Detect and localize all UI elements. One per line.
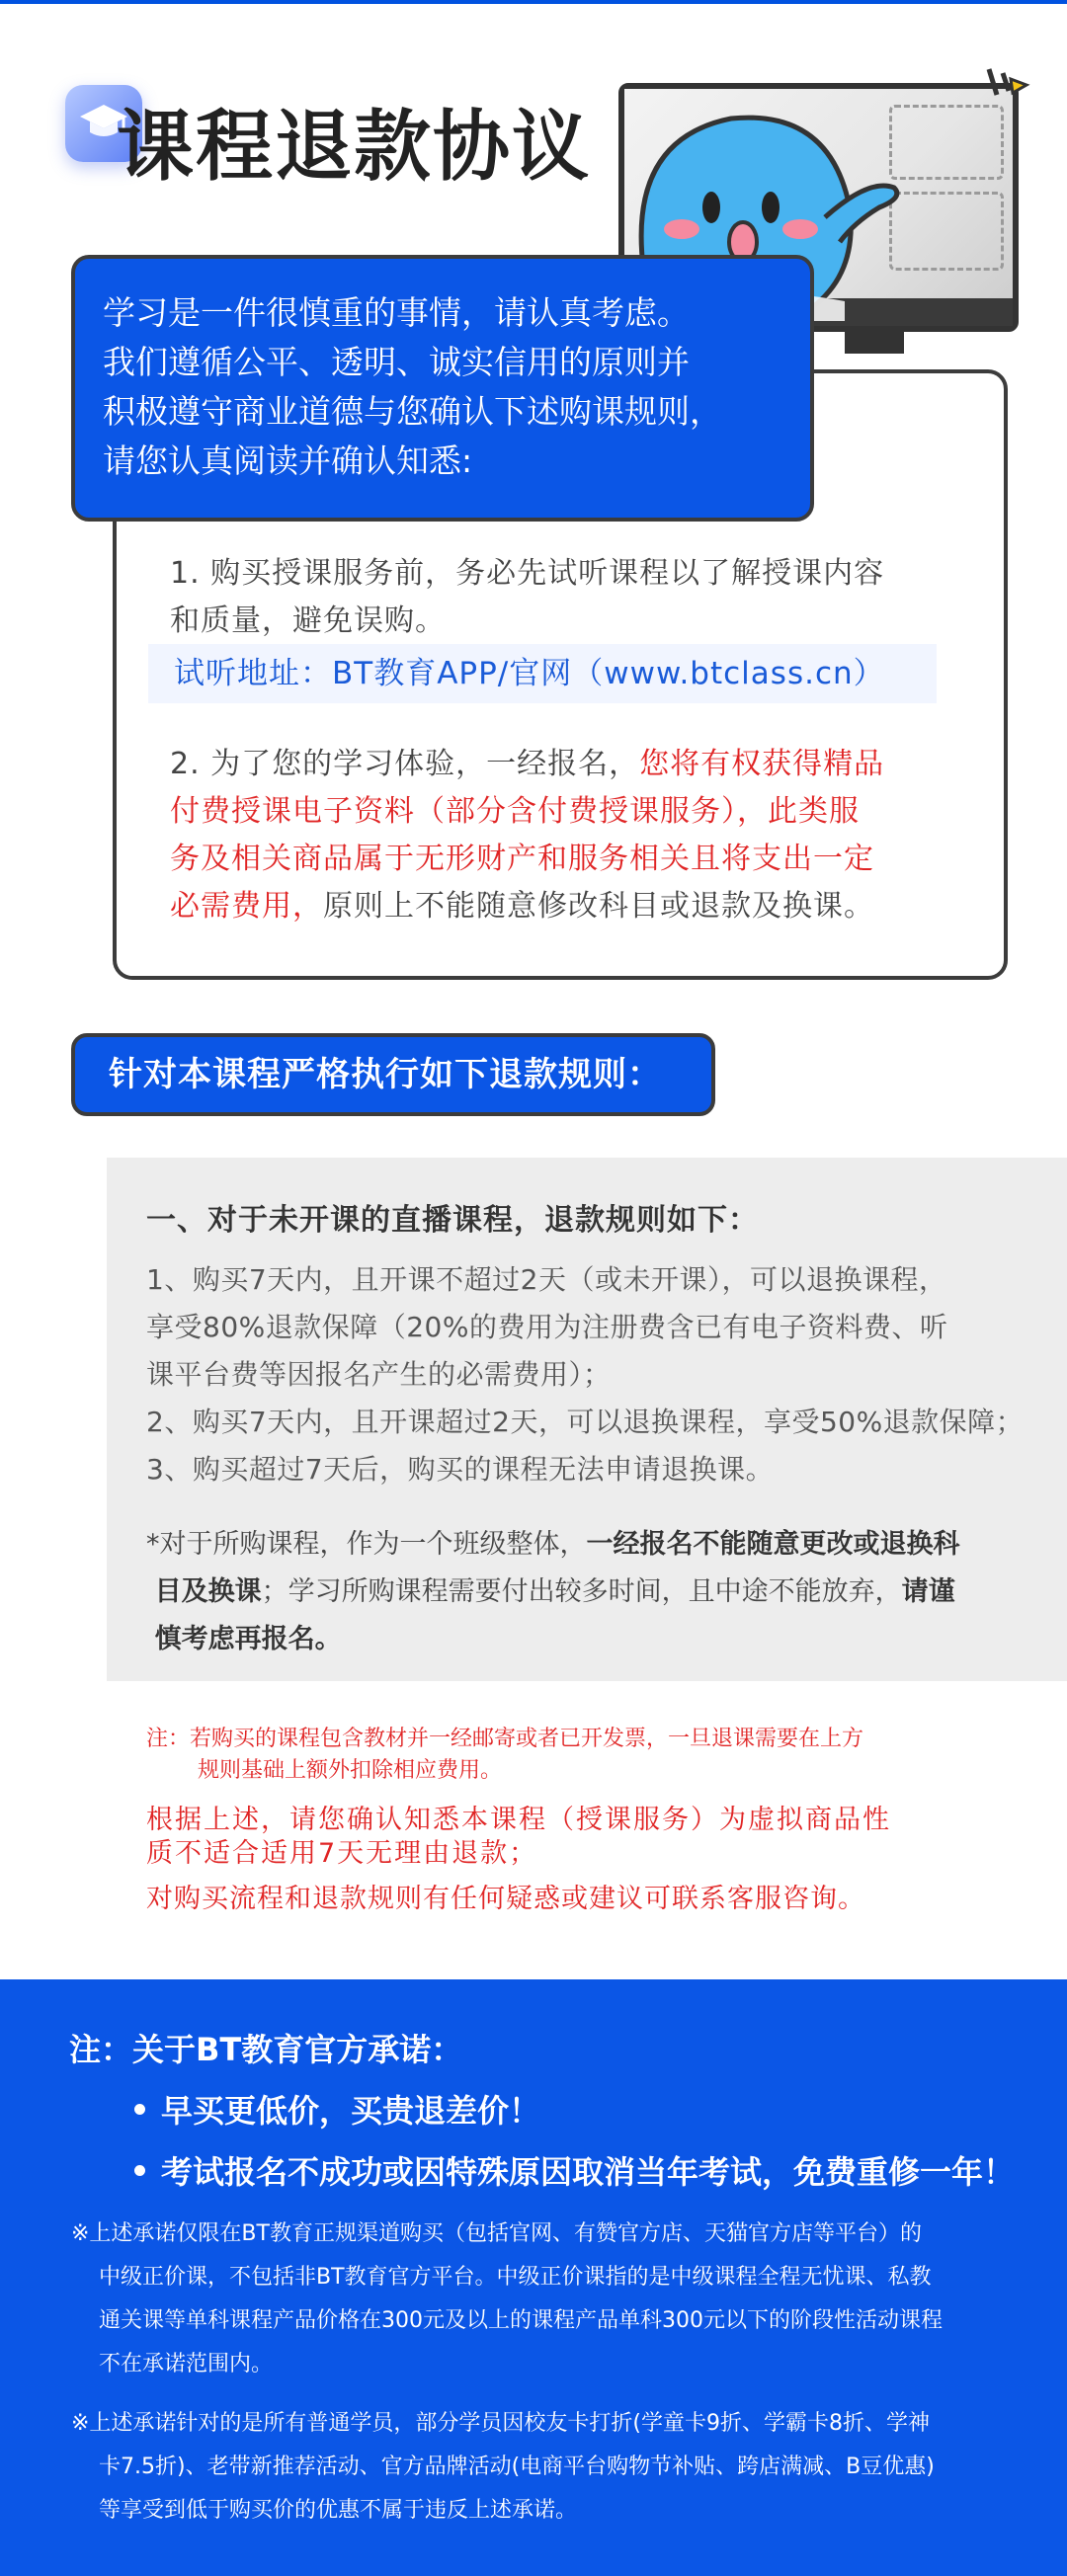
- trial-address: 试听地址：BT教育APP/官网（www.btclass.cn）: [148, 644, 937, 703]
- note-line: 卡7.5折)、老带新推荐活动、官方品牌活动(电商平台购物节补贴、跨店满减、B豆优惠): [99, 2455, 935, 2479]
- virtual-goods-note-cont: 质不适合适用7天无理由退款；: [146, 1838, 538, 1869]
- intro-line: 请您认真阅读并确认知悉:: [103, 442, 473, 480]
- bullet-dot: [134, 2104, 145, 2115]
- rules-list: [146, 1256, 1024, 1493]
- promise-bullet-text: 考试报名不成功或因特殊原因取消当年考试，免费重修一年！: [161, 2153, 1016, 2191]
- rule-line: 课平台费等因报名产生的必需费用）；: [146, 1358, 612, 1391]
- intro-bubble: [71, 255, 814, 522]
- textbook-note-cont: 规则基础上额外扣除相应费用。: [198, 1758, 503, 1783]
- note-line: ※上述承诺仅限在BT教育正规渠道购买（包括官网、有赞官方店、天猫官方店等平台）的: [71, 2221, 922, 2246]
- promise-note-1: [71, 2213, 1044, 2386]
- note-line: ※上述承诺针对的是所有普通学员，部分学员因校友卡打折(学童卡9折、学霸卡8折、学神: [71, 2411, 931, 2436]
- item-1-line: 1. 购买授课服务前，务必先试听课程以了解授课内容: [170, 556, 885, 591]
- rule-line: 2、购买7天内，且开课超过2天，可以退换课程，享受50%退款保障；: [146, 1406, 1025, 1438]
- item-2-normal: 原则上不能随意修改科目或退款及换课。: [323, 889, 874, 924]
- note-line: 等享受到低于购买价的优惠不属于违反上述承诺。: [99, 2498, 578, 2523]
- top-accent-line: [0, 0, 1067, 4]
- textbook-note: 注：若购买的课程包含教材并一经邮寄或者已开发票，一旦退课需要在上方: [146, 1727, 864, 1751]
- refund-rules-heading: 针对本课程严格执行如下退款规则：: [71, 1033, 715, 1116]
- promise-bullet: [134, 2086, 540, 2132]
- item-2-normal: 2. 为了您的学习体验，一经报名，: [170, 747, 640, 781]
- item-2-highlight: 务及相关商品属于无形财产和服务相关且将支出一定: [170, 842, 874, 876]
- bullet-dot: [134, 2165, 145, 2176]
- page-title: 课程退款协议: [117, 103, 592, 192]
- promise-bullet-text: 早买更低价，买贵退差价！: [161, 2092, 541, 2130]
- intro-line: 我们遵循公平、透明、诚实信用的原则并: [103, 343, 690, 381]
- contact-note: 对购买流程和退款规则有任何疑惑或建议可联系客服咨询。: [146, 1884, 865, 1914]
- note-bold: 慎考虑再报名。: [154, 1624, 342, 1654]
- refund-rules-box: [107, 1158, 1067, 1681]
- item-1-text: [170, 550, 950, 645]
- note-bold: 目及换课: [154, 1576, 262, 1607]
- item-2-highlight: 必需费用，: [170, 889, 323, 924]
- note-line: 中级正价课，不包括非BT教育官方平台。中级正价课指的是中级课程全程无忧课、私教: [99, 2265, 932, 2290]
- rule-line: 享受80%退款保障（20%的费用为注册费含已有电子资料费、听: [146, 1311, 948, 1343]
- intro-line: 学习是一件很慎重的事情，请认真考虑。: [103, 293, 690, 332]
- note-bold: 请谨: [901, 1576, 955, 1607]
- rules-section-title: 一、对于未开课的直播课程，退款规则如下：: [146, 1203, 759, 1238]
- rule-line: 3、购买超过7天后，购买的课程无法申请退换课。: [146, 1453, 775, 1486]
- item-2-text: [170, 741, 950, 930]
- class-note: [146, 1521, 960, 1663]
- rule-line: 1、购买7天内，且开课不超过2天（或未开课），可以退换课程，: [146, 1263, 947, 1296]
- item-1-line: 和质量，避免误购。: [170, 604, 446, 638]
- official-promise-section: [0, 1979, 1067, 2576]
- intro-line: 积极遵守商业道德与您确认下述购课规则，: [103, 392, 722, 431]
- virtual-goods-note: 根据上述，请您确认知悉本课程（授课服务）为虚拟商品性: [146, 1805, 891, 1835]
- note-line: 不在承诺范围内。: [99, 2352, 274, 2376]
- sparkle-icon: [983, 65, 1032, 109]
- note-text: ；学习所购课程需要付出较多时间，且中途不能放弃，: [261, 1576, 902, 1607]
- item-2-highlight: 付费授课电子资料（部分含付费授课服务），此类服: [170, 794, 860, 829]
- promise-bullet: [134, 2147, 1015, 2193]
- note-bold: 一经报名不能随意更改或退换科: [586, 1529, 960, 1560]
- promise-note-2: [71, 2402, 1044, 2533]
- promise-title: 注：关于BT教育官方承诺：: [69, 2031, 463, 2068]
- item-2-highlight: 您将有权获得精品: [639, 747, 885, 781]
- note-line: 通关课等单科课程产品价格在300元及以上的课程产品单科300元以下的阶段性活动课程: [99, 2308, 943, 2333]
- note-text: *对于所购课程，作为一个班级整体，: [146, 1529, 587, 1560]
